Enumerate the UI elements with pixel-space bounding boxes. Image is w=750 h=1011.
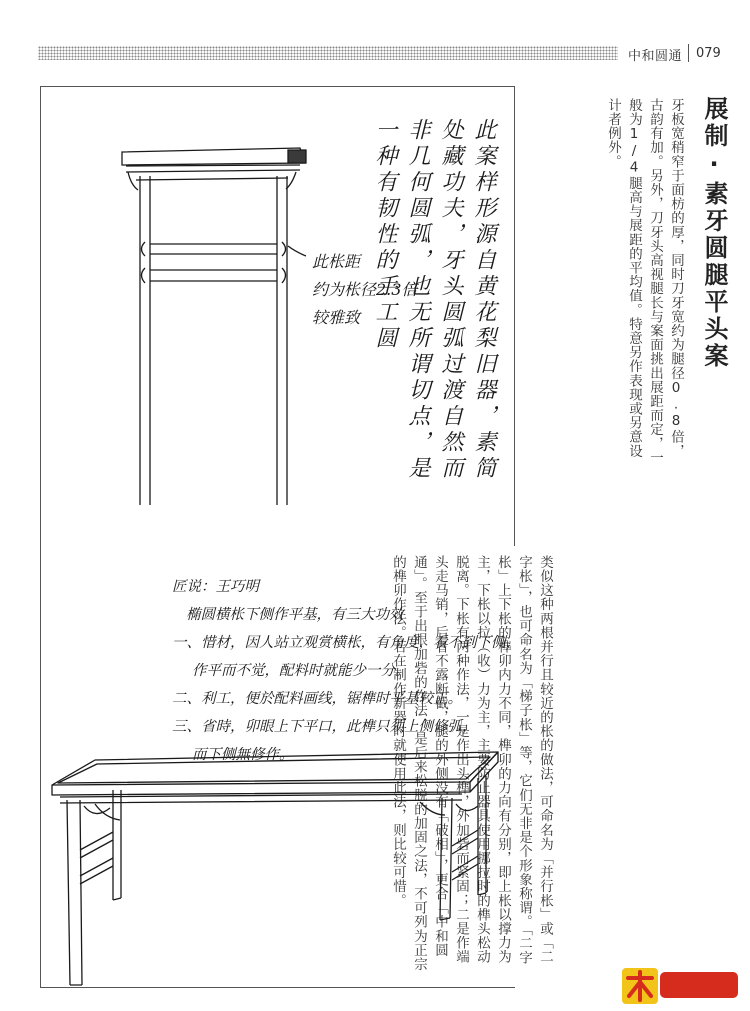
craftsman-note-line-6: 三、省時，卯眼上下平口，此榫只须上侧修弧， bbox=[172, 719, 477, 735]
section-title: 展制·素牙圆腿平头案 bbox=[700, 96, 728, 370]
craftsman-note-line-7: 而下侧無修作。 bbox=[192, 747, 294, 763]
craftsman-note-line-5: 二、利工，便於配料画线，锯榫时平基较正。 bbox=[172, 691, 462, 707]
upper-description: 牙板宽稍窄于面枋的厚，同时刀牙宽约为腿径0.8倍，古韵有加。另外，刀牙头高视腿长与案面挑出展距而定，一般为1/4腿高与展距的平均值。特意另作表现或另意设计者例外。 bbox=[605, 98, 684, 465]
lower-description: 类似这种两根并行且较近的枨的做法，可命名为「并行枨」或「二字枨」，也可命名为「梯子枨」等，它们无非是个形象称谓。「二字枨」上下枨的榫卯内力不同，榫卯的力向有分别，即上枨以撑力为主，下枨以拉（收）力为主，主要防止器具使用挪拉时的榫头松动脱离。下枨有两种作法，一是作出头榫，外加砦而紧固；二是作端头走马销，后者不露断截，腿的外侧没有「破相」，更合「中和圆通」。至于出眼加砦的作法，是后来松脱的加固之法，不可列为正宗的榫卯作法。若在制作新器时就使用此法，则比较可惜。 bbox=[390, 555, 553, 972]
craftsman-note-line-2: 椭圆横枨下侧作平基，有三大功效 bbox=[186, 607, 404, 623]
woodworking-lover-logo bbox=[620, 964, 740, 1006]
craftsman-note-line-3: 一、惜材，因人站立观赏横枨，有角度，看不到下侧， bbox=[172, 635, 520, 651]
leader-note-line-3: 较雅致 bbox=[312, 308, 361, 327]
page-number: 079 bbox=[696, 46, 721, 61]
calligraphy-vertical-note: 此案样形源自黄花梨旧器，素简处藏功夫，牙头圆弧过渡自然而非几何圆弧，也无所谓切点，是一种有韧性的手工圆 bbox=[372, 118, 496, 482]
logo-mark-icon bbox=[620, 964, 740, 1006]
leader-note-line-1: 此枨距 bbox=[312, 252, 361, 271]
craftsman-note-line-1: 匠说：王巧明 bbox=[172, 579, 259, 595]
craftsman-note-line-4: 作平而不觉，配料时就能少一分。 bbox=[192, 663, 410, 679]
running-head: 中和圆通 bbox=[628, 49, 683, 64]
leader-note-line-2: 约为枨径2.3倍 bbox=[312, 280, 418, 299]
